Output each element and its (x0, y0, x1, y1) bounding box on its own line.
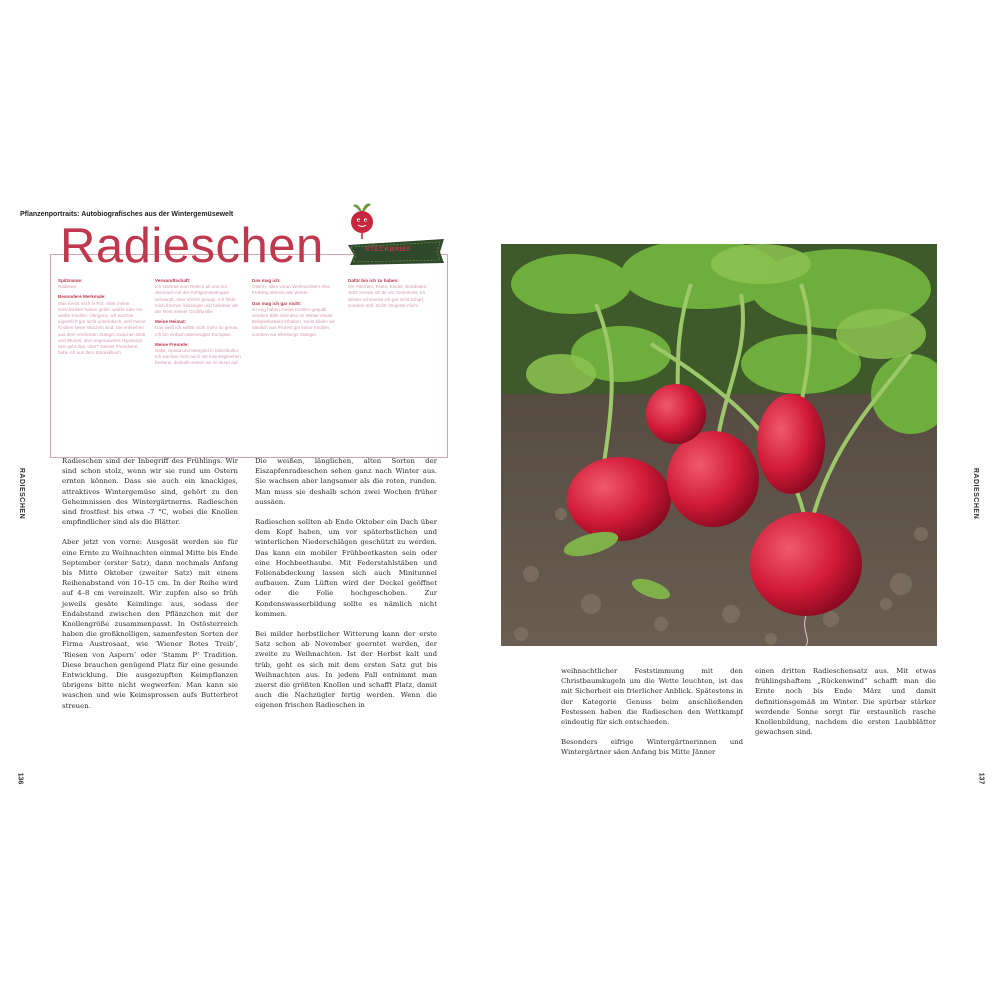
side-label-left: RADIESCHEN (18, 467, 26, 520)
profile-text: Ich stamme vom Rettich ab und bin demnach mit der Kohlgemüsetruppe verwandt. Aber ehrlich gesagt: Ich fühle mich frischer, knackiger und beliebter als der Rest meiner Großfamilie. (155, 284, 238, 315)
profile-label: Dafür bin ich zu haben: (348, 278, 399, 283)
body-column-3 (561, 666, 743, 768)
profile-label: Verwandtschaft: (155, 278, 191, 283)
side-label-right: RADIESCHEN (972, 467, 980, 520)
profile-label: Das mag ich gar nicht: (252, 300, 302, 306)
profile-text: Ostern, allen voran Weihnachten! Also Frühling ebenso wie Winter. (252, 284, 331, 296)
body-column-2 (255, 456, 437, 721)
profile-text: Man kennt mich in Rot. Aber meine Geschwister haben gelbe, weiße oder rot-weiße Knollen. Übrigens: Ich wachse eigentlich gar nicht unterirdisch, weil meine Knollen keine Wurzeln sind. Sie entstehen aus dem verdickten Stängel zwischen Blatt und Wurzel, dem sogenannten Hypokotyl. Wie geht das, oder? Dieses Fremdwort habe ich aus dem Botanikbuch. (58, 300, 146, 356)
paragraph: Aber jetzt von vorne: Ausgesät werden sie für eine Ernte zu Weihnachten einmal Mitte bis Ende September (erster Satz), dann nochmals Anfang bis Mitte Oktober (zweiter Satz) mit einem Reihenabstand von 10–15 cm. In der Reihe wird auf 4–8 cm vereinzelt. Wir zupfen also so früh jeweils gesäte Keimlinge aus, sodass der Endabstand zwischen den Pflänzchen mit der Knollengröße zusammenpasst. In Ostösterreich haben die großknolligen, samenfesten Sorten der Firma Austrosaat, wie ‘Wiener Rotes Treib’, ‘Riesen von Aspern’ oder ‘Stamm P’ Tradition. Diese brauchen genügend Platz für eine gesunde Entwicklung. Die ausgezupften Keimpflanzen übrigens bitte nicht wegwerfen. Man kann sie waschen und wie Keimsprossen aufs Butterbrot streuen. (62, 538, 238, 710)
paragraph: weihnachtlicher Feststimmung mit den Christbaumkugeln um die Wette leuchten, ist das mit Sicherheit ein frierlicher Anblick. Spätestens in der Kategorie Genuss beim anschließenden Festessen haben die Radieschen den Wettkampf eindeutig für sich entschieden. (561, 667, 743, 727)
body-column-1 (62, 456, 238, 721)
paragraph: Radieschen sollten ab Ende Oktober ein Dach über dem Kopf haben, um vor späterbstlichen und winterlichen Niederschlägen geschützt zu werden. Das kann ein mobiler Frühbeetkasten sein oder eine Hochbeethaube. Mit Federstahlstäben und Folienabdeckung lassen sich auch Minitunnel aufbauen. Zum Lüften wird der Deckel geöffnet oder die Folie hochgeschoben. Zur Kondenswasserbildung sollte es nämlich nicht kommen. (255, 518, 437, 618)
profile-text: Das weiß ich selbst nicht mehr so genau. Ich bin einfach überzeugter Europäer. (155, 325, 239, 337)
profile-label: Meine Heimat: (155, 319, 187, 325)
profile-label: Das mag ich: (252, 278, 281, 283)
profile-columns (58, 278, 442, 454)
profile-label: Meine Freunde: (155, 341, 189, 347)
running-head: Pflanzenportraits: Autobiografisches aus der Wintergemüsewelt (20, 211, 234, 218)
body-column-4 (755, 666, 936, 747)
page-title: Radieschen (60, 219, 324, 273)
steckbrief-label: STECKBRIEF (365, 246, 412, 253)
profile-text: Salat, Spinat und Mangold in Mischkultur. Ich wachse mich auch mit meinesgleichen bestens, deshalb setzen wir im Bund auf. (155, 348, 241, 366)
profile-text: Sie Pärchen, Feste, Kinder, Brotdosen. Jetzt verrate ich dir ein Geheimnis: Im Winter schmecke ich gar nicht scharf, sondern süß. Echt! Vergesst mich! (348, 284, 428, 308)
profile-column-1 (58, 278, 146, 356)
profile-text: Radieser (58, 284, 77, 290)
paragraph: Radieschen sind der Inbegriff des Frühlings. Wir sind schon stolz, wenn wir sie rund um Ostern ernten können. Dass sie auch ein knackiges, attraktives Wintergemüse sind, gehört zu den Geheimnissen des Wintergärtnerns. Radieschen sind frostfest bis etwa -7 °C, wobei die Knollen empfindlicher sind als die Blätter. (62, 457, 238, 527)
paragraph: Bei milder herbstlicher Witterung kann der erste Satz schon ab November geerntet werden, der zweite zu Weihnachten. Ist der Herbst kalt und trüb, geht es sich mit dem ersten Satz gut bis Weihnachten aus. In jedem Fall entnimmt man zuerst die größten Knollen und schafft Platz, damit auch die Nachzügler fertig werden. Wenn die eigenen frischen Radieschen in (255, 630, 437, 710)
radish-mascot-icon (345, 200, 379, 240)
paragraph: Besonders eifrige Wintergärtnerinnen und Wintergärtner säen Anfang bis Mitte Jänner (561, 738, 743, 757)
profile-column-3 (252, 278, 340, 338)
profile-label: Besondere Merkmale: (58, 294, 106, 300)
paragraph: Die weißen, länglichen, alten Sorten der Eiszapfenradieschen sehen ganz nach Winter aus. Sie wachsen aber langsamer als die roten, runden. Man muss sie deshalb schon zwei Wochen früher aussäen. (255, 457, 437, 506)
profile-label: Spitzname: (58, 278, 83, 283)
page-number-right: 137 (977, 772, 985, 785)
profile-text: zu eng haben meine Knollen gequält werden! Bitte seid also im Winter etwas Beispiellastend erhalten, sonst bilden wir nämlich aus Protest gar keine Knollen, sondern nur ellenlange Stängel. (252, 306, 335, 337)
profile-column-2 (155, 278, 243, 367)
profile-column-4 (348, 278, 436, 309)
page-number-left: 136 (16, 772, 24, 785)
radish-photo (501, 244, 937, 646)
paragraph: einen dritten Radieschensatz aus. Mit etwas frühlingshaftem „Rückenwind“ schafft man die Ernte noch bis Ende März und damit definitionsgemäß im Winter. Die spürbar stärker werdende Sonne sorgt für erstaunlich rasche Knollenbildung, nachdem die ersten Laubblätter gewachsen sind. (755, 667, 936, 737)
